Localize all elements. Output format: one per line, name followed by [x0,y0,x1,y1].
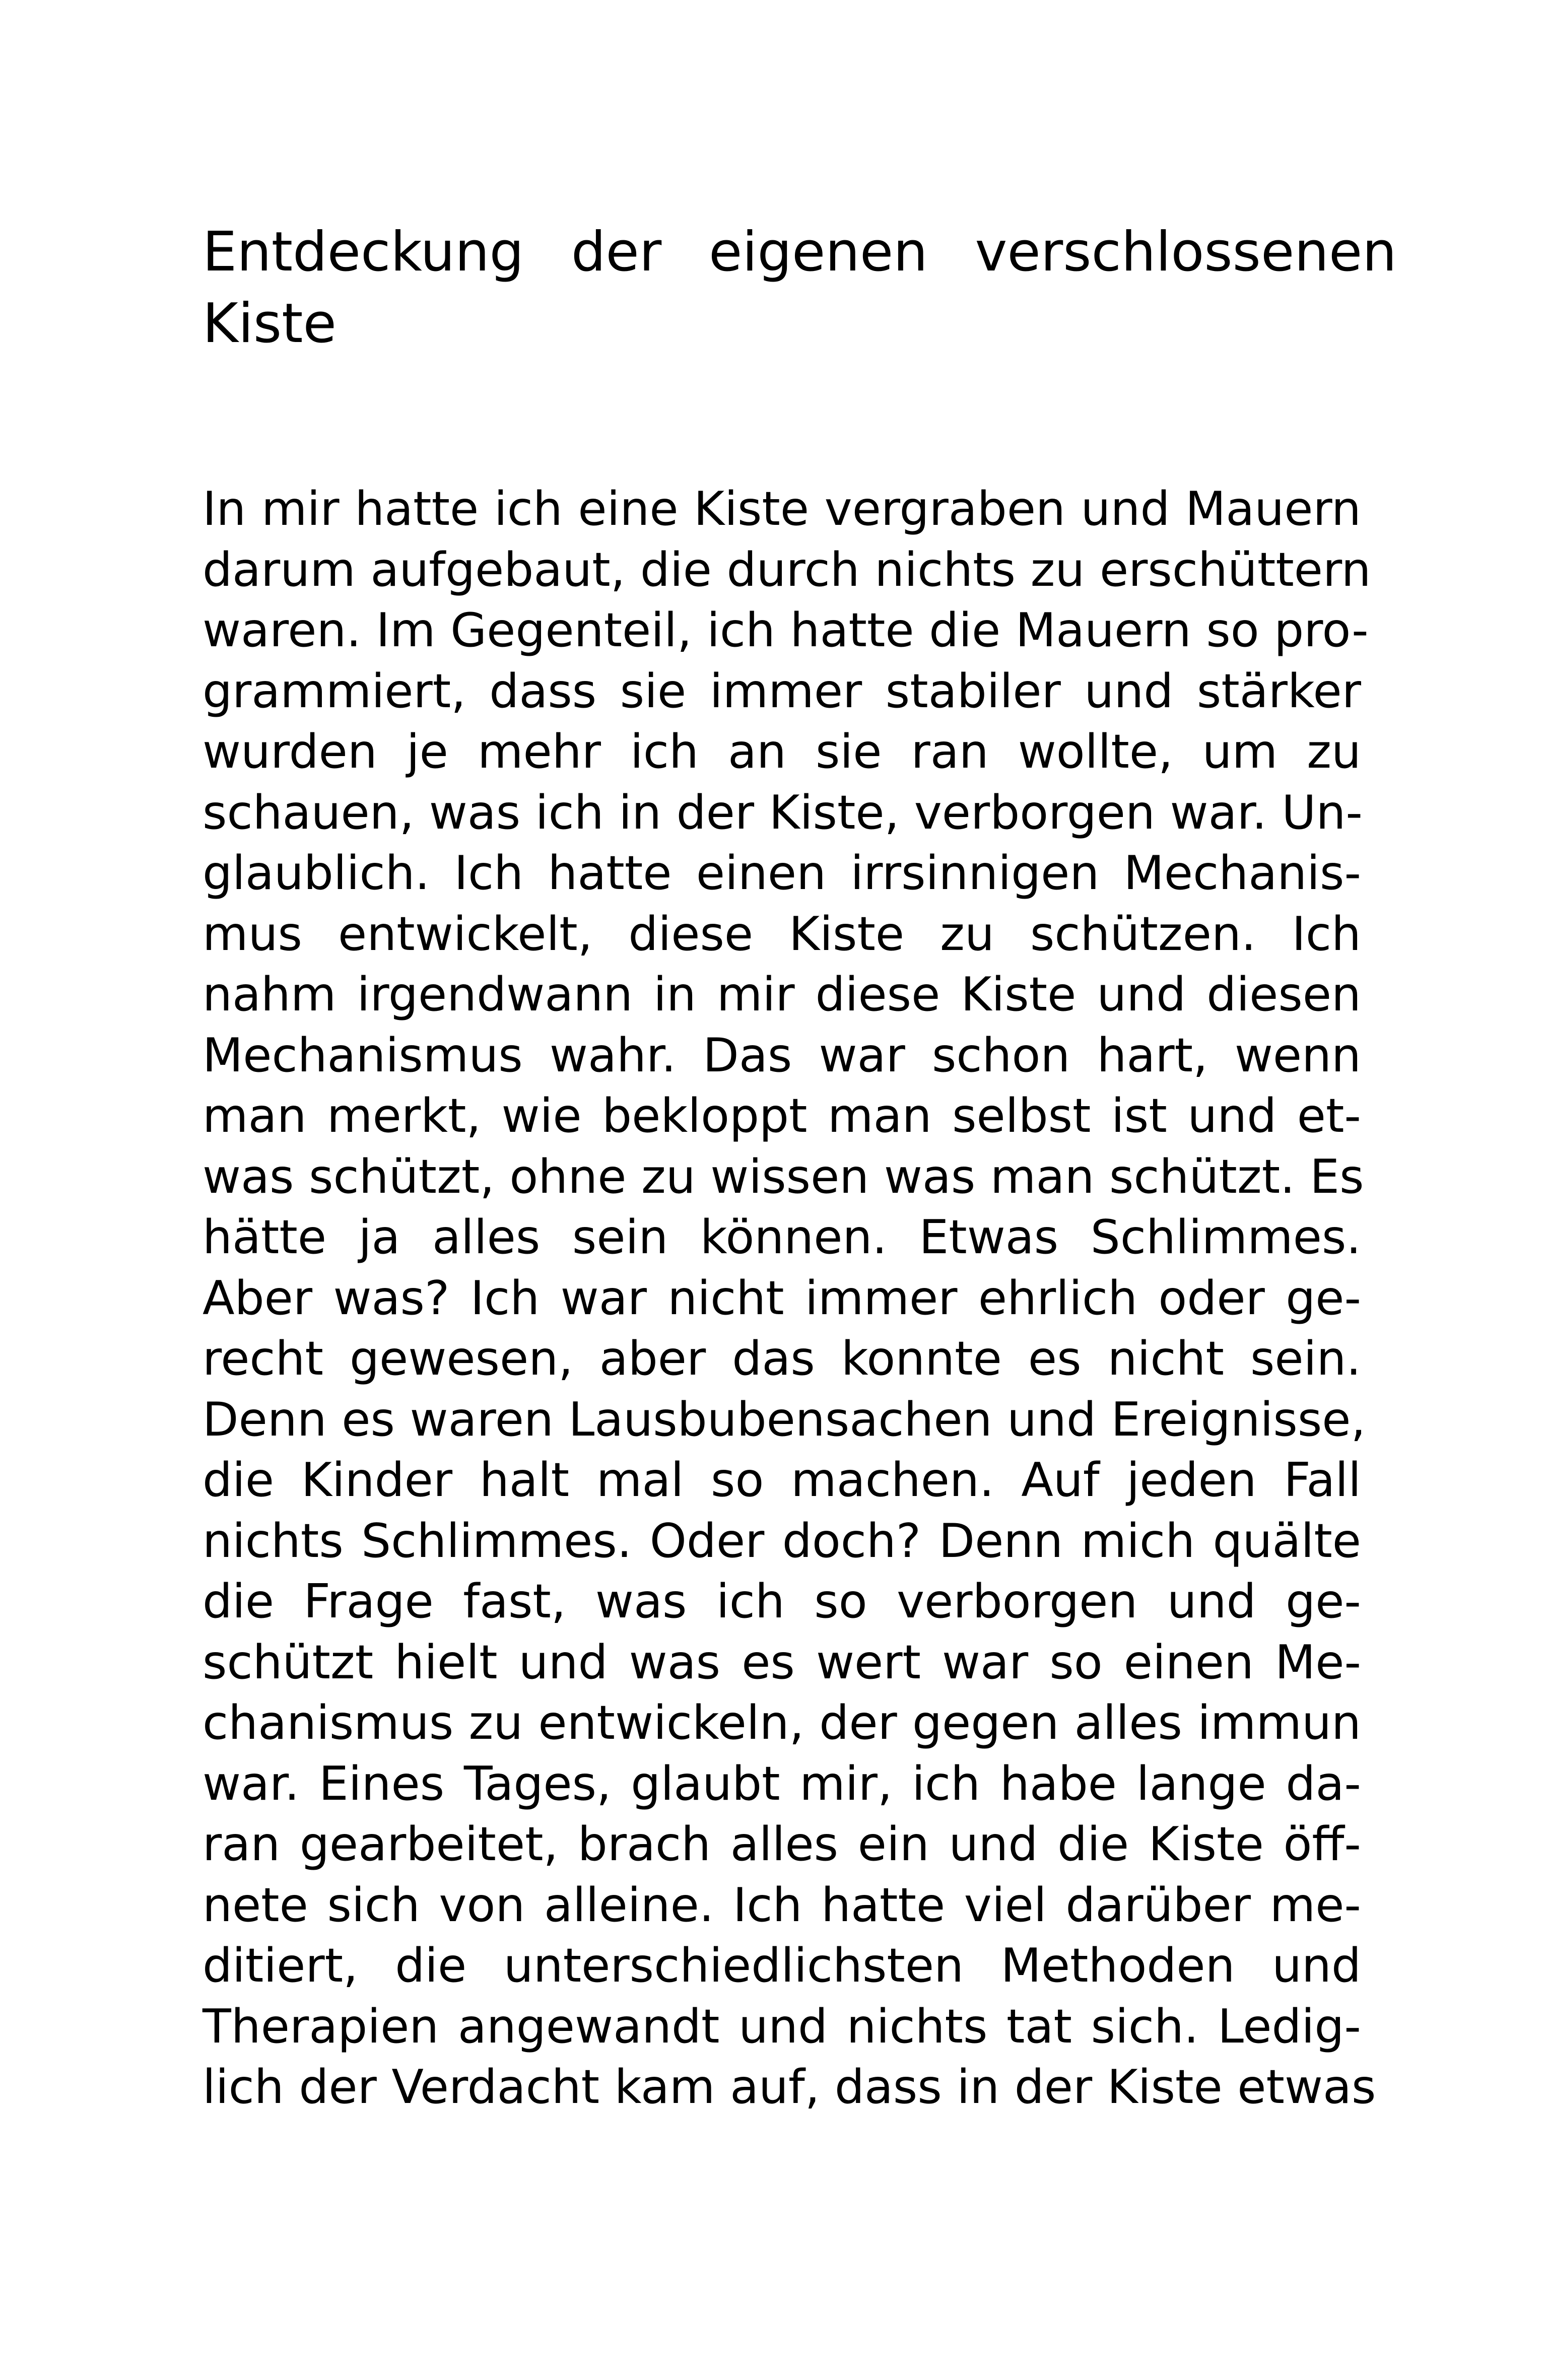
text-line: Aber was? Ich war nicht immer ehrlich oder ge- [203,1270,1361,1325]
text-line: schauen, was ich in der Kiste, verborgen war. Un- [203,785,1363,840]
text-line: Denn es waren Lausbubensachen und Ereignisse, [203,1392,1366,1447]
text-line: In mir hatte ich eine Kiste vergraben und Mauern [203,482,1361,536]
text-line: nete sich von alleine. Ich hatte viel darüber me- [203,1877,1361,1932]
text-line: man merkt, wie bekloppt man selbst ist und et- [203,1089,1361,1143]
text-line: ran gearbeitet, brach alles ein und die Kiste öff- [203,1817,1361,1871]
text-line: wurden je mehr ich an sie ran wollte, um zu [203,724,1361,779]
text-line: mus entwickelt, diese Kiste zu schützen. Ich [203,906,1361,961]
text-line: die Frage fast, was ich so verborgen und ge- [203,1574,1361,1628]
text-line: recht gewesen, aber das konnte es nicht sein. [203,1331,1361,1386]
text-line: was schützt, ohne zu wissen was man schützt. Es [203,1149,1364,1204]
text-line: waren. Im Gegenteil, ich hatte die Mauern so pro- [203,603,1369,657]
text-line: lich der Verdacht kam auf, dass in der Kiste etwas [203,2060,1376,2114]
text-line: grammiert, dass sie immer stabiler und stärker [203,663,1361,718]
text-line: darum aufgebaut, die durch nichts zu erschüttern [203,542,1371,597]
text-line: hätte ja alles sein können. Etwas Schlimmes. [203,1210,1361,1264]
text-line: Therapien angewandt und nichts tat sich. Ledig- [203,1999,1361,2054]
text-line: chanismus zu entwickeln, der gegen alles immun [203,1695,1361,1750]
chapter-title-line: Entdeckung der eigenen verschlossenen [203,221,1397,284]
book-page [203,217,1397,2114]
text-line: war. Eines Tages, glaubt mir, ich habe lange da- [203,1756,1361,1811]
text-line: Mechanismus wahr. Das war schon hart, wenn [203,1028,1361,1082]
text-line: die Kinder halt mal so machen. Auf jeden Fall [203,1453,1361,1507]
chapter-title [203,217,1397,360]
text-line: schützt hielt und was es wert war so einen Me- [203,1635,1361,1689]
text-line: glaublich. Ich hatte einen irrsinnigen Mechanis- [203,846,1361,900]
text-line: ditiert, die unterschiedlichsten Methoden und [203,1938,1361,1993]
text-line: nichts Schlimmes. Oder doch? Denn mich quälte [203,1513,1361,1568]
body-text [203,479,1376,2118]
text-line: nahm irgendwann in mir diese Kiste und diesen [203,967,1361,1022]
chapter-title-line: Kiste [203,292,337,355]
